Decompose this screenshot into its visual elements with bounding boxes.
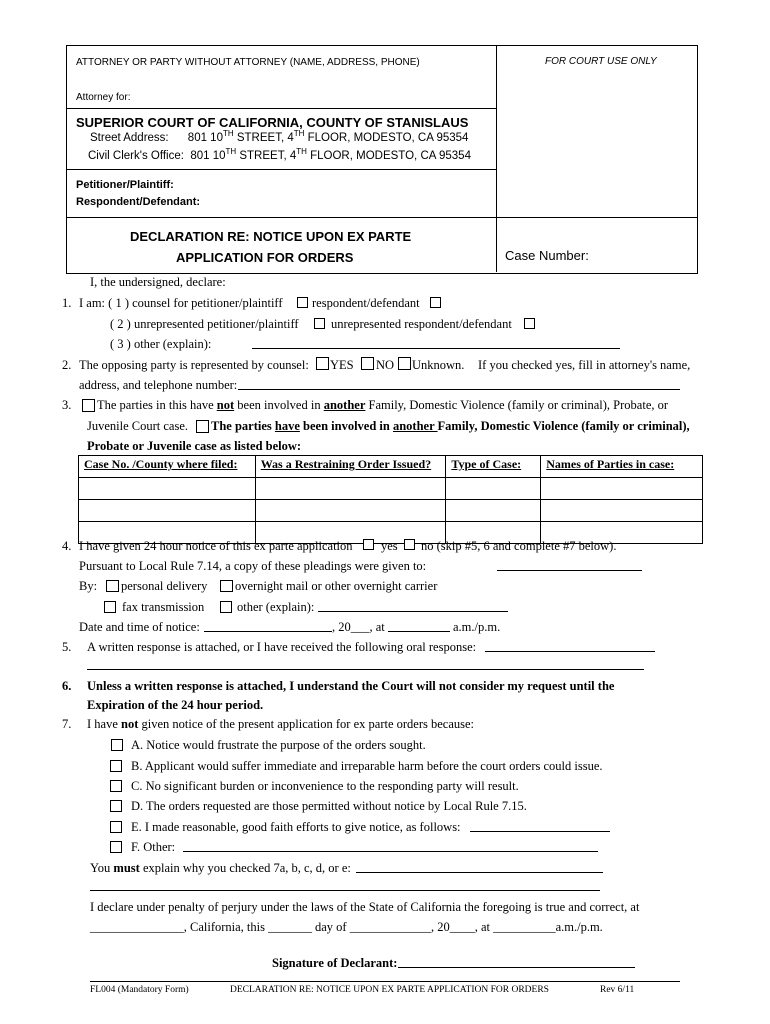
footer-title: DECLARATION RE: NOTICE UPON EX PARTE APPLICATION FOR ORDERS [230, 985, 549, 995]
q5-question: A written response is attached, or I have received the following oral response: [87, 640, 477, 654]
q3-juvenile-text: Juvenile Court case. [87, 419, 189, 433]
q7-question: I have not given notice of the present application for ex parte orders because: [87, 717, 475, 731]
reason-a-label: A. Notice would frustrate the purpose of the orders sought. [131, 738, 426, 752]
attorney-for-label: Attorney for: [76, 92, 131, 103]
reason-f-checkbox[interactable] [110, 841, 122, 853]
not-involved-checkbox[interactable] [82, 399, 95, 412]
other-method-checkbox[interactable] [220, 601, 232, 613]
unrep-petitioner-checkbox[interactable] [314, 318, 325, 329]
petitioner-label: Petitioner/Plaintiff: [76, 179, 174, 191]
notice-no-checkbox[interactable] [404, 539, 415, 550]
reason-a-checkbox[interactable] [111, 739, 123, 751]
q4-date-label: Date and time of notice: [79, 620, 200, 634]
q4-fax-label: fax transmission [122, 600, 205, 614]
q7-must-explain: You must explain why you checked 7a, b, c, d, or e: [90, 861, 351, 875]
q2-address-label: address, and telephone number: [79, 378, 238, 392]
reason-e-field[interactable] [470, 831, 610, 832]
q1-other-label: ( 3 ) other (explain): [110, 337, 212, 351]
case-number-label: Case Number: [505, 248, 589, 263]
q4-other-label: other (explain): [237, 600, 315, 614]
q2-yes-label: YES [330, 358, 354, 372]
street-address: Street Address: 801 10TH STREET, 4TH FLOOR, MODESTO, CA 95354 [90, 129, 469, 144]
q2-number: 2. [62, 358, 72, 372]
q3-have-involved-text: The parties have been involved in another Family, Domestic Violence (family or criminal), [211, 419, 690, 433]
q5-response-field-2[interactable] [87, 669, 644, 670]
q7-explain-field[interactable] [356, 872, 603, 873]
counsel-yes-checkbox[interactable] [316, 357, 329, 370]
q1-counsel-label: I am: ( 1 ) counsel for petitioner/plaintiff [79, 296, 283, 310]
q4-given-to-field[interactable] [497, 570, 642, 571]
q2-address-field[interactable] [238, 389, 680, 390]
footer-form-id: FL004 (Mandatory Form) [90, 985, 189, 995]
q2-question: The opposing party is represented by counsel: [79, 358, 309, 372]
reason-d-label: D. The orders requested are those permitted without notice by Local Rule 7.15. [131, 799, 527, 813]
signature-label: Signature of Declarant: [272, 956, 398, 970]
q6-statement-2: Expiration of the 24 hour period. [87, 698, 264, 712]
divider-parties [66, 169, 496, 170]
reason-c-label: C. No significant burden or inconvenience to the responding party will result. [131, 779, 519, 793]
q1-unrep-petitioner-label: ( 2 ) unrepresented petitioner/plaintiff [110, 317, 299, 331]
reason-b-checkbox[interactable] [110, 760, 122, 772]
q3-not-involved-text: The parties in this have not been involved in another Family, Domestic Violence (family or criminal), Probate, or [97, 398, 669, 412]
reason-f-field[interactable] [183, 851, 598, 852]
q4-question: I have given 24 hour notice of this ex parte application [79, 539, 353, 553]
q4-no-label: no (skip #5, 6 and complete #7 below). [421, 539, 617, 553]
have-involved-checkbox[interactable] [196, 420, 209, 433]
q5-response-field[interactable] [485, 651, 655, 652]
reason-b-label: B. Applicant would suffer immediate and irreparable harm before the court orders could issue. [131, 759, 603, 773]
q5-number: 5. [62, 640, 72, 654]
col-case-no: Case No. /County where filed: [79, 456, 256, 478]
footer-revision: Rev 6/11 [600, 985, 635, 995]
cases-table [78, 455, 703, 544]
q1-respondent-label: respondent/defendant [312, 296, 420, 310]
fax-transmission-checkbox[interactable] [104, 601, 116, 613]
counsel-respondent-checkbox[interactable] [430, 297, 441, 308]
q1-other-field[interactable] [252, 348, 620, 349]
table-header-row [79, 456, 703, 478]
reason-d-checkbox[interactable] [110, 800, 122, 812]
divider-title [66, 217, 697, 218]
respondent-label: Respondent/Defendant: [76, 196, 201, 208]
q3-listed-below: Probate or Juvenile case as listed below: [87, 439, 302, 453]
form-title-line1: DECLARATION RE: NOTICE UPON EX PARTE [130, 229, 412, 244]
court-use-label: FOR COURT USE ONLY [545, 56, 657, 67]
q1-unrep-respondent-label: unrepresented respondent/defendant [331, 317, 512, 331]
court-use-divider [496, 45, 497, 272]
reason-c-checkbox[interactable] [110, 780, 122, 792]
col-names-of-parties: Names of Parties in case: [541, 456, 703, 478]
signature-field[interactable] [398, 967, 635, 968]
attorney-label: ATTORNEY OR PARTY WITHOUT ATTORNEY (NAME, ADDRESS, PHONE) [76, 57, 420, 68]
q2-instruction: If you checked yes, fill in attorney's name, [478, 358, 691, 372]
q7-number: 7. [62, 717, 72, 731]
q4-overnight-label: overnight mail or other overnight carrier [235, 579, 438, 593]
counsel-petitioner-checkbox[interactable] [297, 297, 308, 308]
perjury-place-date: _______________, California, this _______ day of _____________, 20____, at __________a.m./p.m. [90, 920, 603, 934]
personal-delivery-checkbox[interactable] [106, 580, 119, 592]
q1-number: 1. [62, 296, 72, 310]
q2-no-label: NO [376, 358, 395, 372]
q4-other-field[interactable] [318, 611, 508, 612]
q4-number: 4. [62, 539, 72, 553]
q4-by-label: By: [79, 579, 98, 593]
court-name: SUPERIOR COURT OF CALIFORNIA, COUNTY OF STANISLAUS [76, 115, 469, 130]
col-type-of-case: Type of Case: [446, 456, 541, 478]
intro-text: I, the undersigned, declare: [90, 275, 226, 289]
reason-e-label: E. I made reasonable, good faith efforts to give notice, as follows: [131, 820, 461, 834]
counsel-no-checkbox[interactable] [361, 357, 374, 370]
overnight-mail-checkbox[interactable] [220, 580, 233, 592]
table-row[interactable] [79, 500, 703, 522]
q4-personal-label: personal delivery [121, 579, 208, 593]
counsel-unknown-checkbox[interactable] [398, 357, 411, 370]
q4-date-field[interactable] [204, 631, 332, 632]
q4-year-label: , 20___, at [332, 620, 385, 634]
perjury-statement: I declare under penalty of perjury under the laws of the State of California the foregoing is true and correct, at [90, 900, 640, 914]
divider-court [66, 108, 496, 109]
clerk-address: Civil Clerk's Office: 801 10TH STREET, 4TH FLOOR, MODESTO, CA 95354 [88, 147, 471, 162]
col-restraining-order: Was a Restraining Order Issued? [255, 456, 446, 478]
unrep-respondent-checkbox[interactable] [524, 318, 535, 329]
footer-rule [90, 981, 680, 982]
q6-statement: Unless a written response is attached, I understand the Court will not consider my request until the [87, 679, 615, 693]
table-row[interactable] [79, 478, 703, 500]
q3-number: 3. [62, 398, 72, 412]
q7-explain-field-2[interactable] [90, 890, 600, 891]
q2-unknown-label: Unknown. [412, 358, 465, 372]
reason-f-label: F. Other: [131, 840, 176, 854]
q4-ampm-label: a.m./p.m. [453, 620, 501, 634]
q4-time-field[interactable] [388, 631, 450, 632]
form-title-line2: APPLICATION FOR ORDERS [176, 250, 354, 265]
notice-yes-checkbox[interactable] [363, 539, 374, 550]
q4-yes-label: yes [381, 539, 398, 553]
q6-number: 6. [62, 679, 72, 693]
q4-copy-given-label: Pursuant to Local Rule 7.14, a copy of these pleadings were given to: [79, 559, 427, 573]
reason-e-checkbox[interactable] [110, 821, 122, 833]
